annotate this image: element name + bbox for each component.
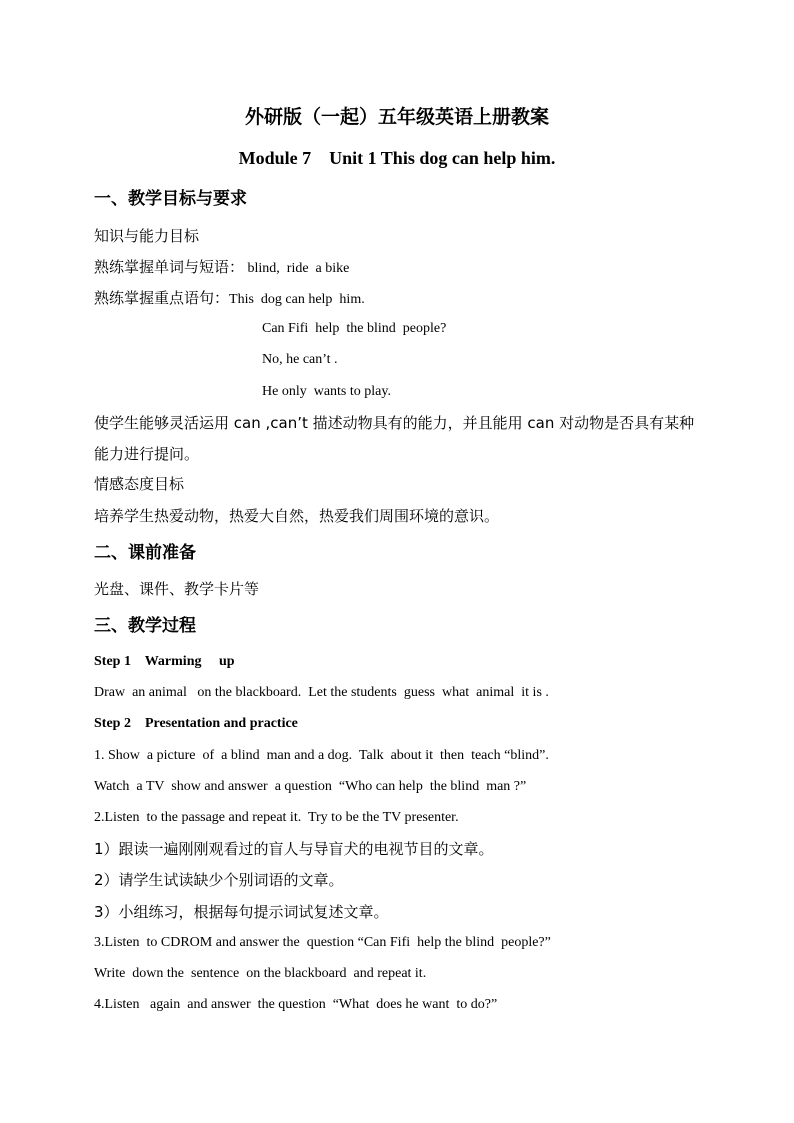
sentence-item: This dog can help him. [229,292,365,307]
sentences-line [94,288,365,310]
step2-item: 1）跟读一遍刚刚观看过的盲人与导盲犬的电视节目的文章。 [94,840,494,858]
document-subtitle: Module 7 Unit 1 This dog can help him. [238,148,556,168]
vocab-label: 熟练掌握单词与短语： [94,258,245,276]
emotion-goal-label: 情感态度目标 [94,475,185,493]
sentence-item: Can Fifi help the blind people? [262,321,447,336]
sentences-label: 熟练掌握重点语句： [94,289,230,307]
document-title: 外研版（一起）五年级英语上册教案 [244,106,549,128]
step2-item: 2）请学生试读缺少个别词语的文章。 [94,871,344,889]
step2-title: Step 2 Presentation and practice [94,716,298,731]
step2-item: 3.Listen to CDROM and answer the question “Can Fifi help the blind people?” [94,935,551,950]
step2-item: Write down the sentence on the blackboard and repeat it. [94,966,427,981]
step1-text: Draw an animal on the blackboard. Let the students guess what animal it is . [94,685,549,700]
step2-item: 1. Show a picture of a blind man and a dog. Talk about it then teach “blind”. [94,748,549,763]
step2-item: 2.Listen to the passage and repeat it. Try to be the TV presenter. [94,810,459,825]
preparation-text: 光盘、课件、教学卡片等 [94,580,260,598]
step2-item: 4.Listen again and answer the question “What does he want to do?” [94,997,498,1012]
step2-item: 3）小组练习，根据每句提示词试复述文章。 [94,903,389,921]
ability-paragraph: 使学生能够灵活运用 can ,can’t 描述动物具有的能力，并且能用 can 对动物是否具有某种能力进行提问。 [94,414,695,463]
vocab-line [94,257,349,279]
step1-title: Step 1 Warming up [94,654,235,669]
knowledge-goal-label: 知识与能力目标 [94,227,200,245]
section2-heading: 二、课前准备 [94,543,196,563]
vocab-text: blind, ride a bike [244,261,350,276]
sentence-item: He only wants to play. [262,384,391,399]
section1-heading: 一、教学目标与要求 [94,189,247,209]
step2-item: Watch a TV show and answer a question “Who can help the blind man ?” [94,779,527,794]
emotion-paragraph: 培养学生热爱动物，热爱大自然，热爱我们周围环境的意识。 [94,507,500,525]
section3-heading: 三、教学过程 [94,616,196,636]
sentence-item: No, he can’t . [262,352,338,367]
